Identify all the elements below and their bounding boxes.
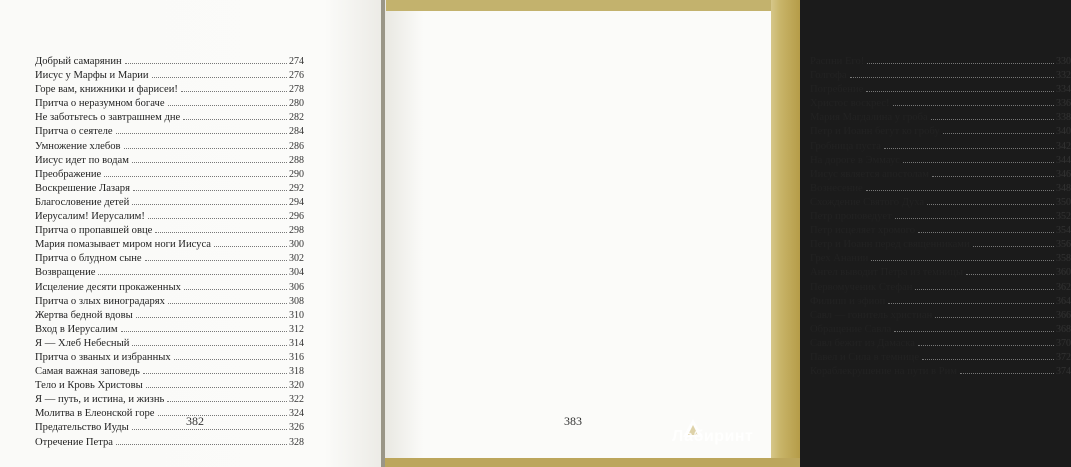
toc-entry-title: Преображение (35, 168, 102, 180)
toc-entry (810, 351, 1071, 365)
toc-entry-title: Ангел выводит Петра из темницы (810, 267, 963, 279)
dot-leader (866, 190, 1054, 191)
toc-entry-title: Молитва в Елеонской горе (35, 408, 155, 420)
toc-entry (810, 55, 1071, 69)
toc-entry-title: Схождение Святого Духа (810, 196, 925, 208)
toc-entry-page: 280 (289, 98, 304, 110)
toc-entry-page: 362 (1056, 281, 1071, 293)
toc-entry (35, 224, 304, 238)
toc-entry (35, 295, 304, 309)
toc-entry (35, 140, 304, 154)
toc-entry-page: 306 (289, 281, 304, 293)
toc-entry-title: Петр и Иоанн бегут ко гробу (810, 126, 940, 138)
toc-entry (35, 196, 304, 210)
toc-entry (35, 97, 304, 111)
toc-entry-title: Павел и Сила в темнице (810, 351, 920, 363)
toc-entry (35, 55, 304, 69)
toc-list-left (35, 55, 304, 450)
toc-entry-page: 348 (1056, 182, 1071, 194)
toc-entry-title: Иерусалим! Иерусалим! (35, 211, 145, 223)
dot-leader (168, 303, 287, 304)
dot-leader (922, 359, 1054, 360)
dot-leader (183, 119, 287, 120)
dot-leader (125, 63, 287, 64)
toc-entry-page: 332 (1056, 70, 1071, 82)
dot-leader (918, 232, 1054, 233)
toc-entry-page: 328 (289, 436, 304, 448)
toc-entry (35, 407, 304, 421)
toc-entry-page: 312 (289, 323, 304, 335)
toc-entry-title: Я — Хлеб Небесный (35, 337, 130, 349)
toc-entry-title: Жертва бедной вдовы (35, 309, 133, 321)
toc-entry (810, 309, 1071, 323)
dot-leader (116, 133, 287, 134)
toc-entry (35, 323, 304, 337)
toc-entry-title: Вход в Иерусалим (35, 323, 118, 335)
toc-entry (810, 224, 1071, 238)
watermark-text: Лабиринт (672, 428, 754, 445)
toc-entry-page: 308 (289, 295, 304, 307)
dot-leader (168, 105, 287, 106)
toc-entry-page: 298 (289, 225, 304, 237)
toc-entry-page: 292 (289, 182, 304, 194)
toc-entry (810, 154, 1071, 168)
toc-entry-page: 370 (1056, 337, 1071, 349)
toc-entry-title: Первомученик Стефан (810, 281, 913, 293)
toc-entry-title: Кораблекрушение на пути в Рим (810, 366, 957, 378)
right-page (385, 0, 1071, 467)
toc-entry (810, 266, 1071, 280)
dot-leader (132, 204, 287, 205)
dot-leader (932, 176, 1054, 177)
toc-entry (810, 83, 1071, 97)
toc-entry (35, 281, 304, 295)
toc-entry-title: Не заботьтесь о завтрашнем дне (35, 112, 181, 124)
toc-entry (35, 111, 304, 125)
dot-leader (884, 148, 1054, 149)
toc-entry-page: 352 (1056, 211, 1071, 223)
toc-list-right (810, 55, 1071, 379)
toc-entry-page: 284 (289, 126, 304, 138)
book-cover-edge (771, 0, 800, 467)
toc-entry-page: 364 (1056, 295, 1071, 307)
toc-entry (810, 210, 1071, 224)
toc-entry (810, 337, 1071, 351)
toc-entry-page: 374 (1056, 366, 1071, 378)
toc-entry-title: Воскрешение Лазаря (35, 182, 130, 194)
dot-leader (167, 401, 287, 402)
dot-leader (174, 359, 287, 360)
toc-entry-title: Иисус идет по водам (35, 154, 129, 166)
toc-entry-page: 334 (1056, 84, 1071, 96)
toc-entry (810, 168, 1071, 182)
dot-leader (132, 162, 287, 163)
toc-entry-title: Притча о злых виноградарях (35, 295, 165, 307)
toc-entry-title: Притча о блудном сыне (35, 253, 142, 265)
toc-entry-title: Я — путь, и истина, и жизнь (35, 394, 165, 406)
toc-entry-page: 278 (289, 84, 304, 96)
toc-entry (810, 281, 1071, 295)
toc-entry (35, 252, 304, 266)
toc-entry (35, 421, 304, 435)
toc-entry-page: 338 (1056, 112, 1071, 124)
toc-entry-page: 354 (1056, 225, 1071, 237)
toc-entry-page: 342 (1056, 140, 1071, 152)
toc-entry-title: Петр и Иоанн перед священниками (810, 239, 970, 251)
toc-entry-title: Христос воскрес! (810, 98, 890, 110)
toc-entry (35, 238, 304, 252)
toc-entry-title: Савл — гонитель христиан (810, 309, 933, 321)
toc-entry-page: 288 (289, 154, 304, 166)
toc-entry-title: Голгофа (810, 70, 847, 82)
toc-entry (35, 379, 304, 393)
toc-entry-page: 294 (289, 196, 304, 208)
dot-leader (915, 289, 1054, 290)
dot-leader (214, 246, 287, 247)
toc-entry-title: Тело и Кровь Христовы (35, 380, 143, 392)
toc-entry-title: Петр проповедует (810, 211, 892, 223)
toc-entry-title: Филипп и эфиоп (810, 295, 886, 307)
dot-leader (184, 289, 287, 290)
toc-entry-title: Исцеление десяти прокаженных (35, 281, 181, 293)
toc-entry-title: Гробница пуста (810, 140, 881, 152)
toc-entry (35, 337, 304, 351)
toc-entry (35, 351, 304, 365)
page-number-right: 383 (564, 414, 582, 428)
toc-entry (810, 97, 1071, 111)
toc-entry-title: Притча о пропавшей овце (35, 225, 153, 237)
toc-entry (35, 69, 304, 83)
toc-entry (810, 365, 1071, 379)
dot-leader (966, 274, 1054, 275)
toc-entry-title: Иисус является апостолам (810, 168, 929, 180)
dot-leader (871, 260, 1054, 261)
toc-entry (35, 436, 304, 450)
toc-entry-page: 282 (289, 112, 304, 124)
toc-entry-page: 322 (289, 394, 304, 406)
toc-entry-title: Возвращение (35, 267, 96, 279)
toc-entry (810, 125, 1071, 139)
toc-entry-page: 326 (289, 422, 304, 434)
toc-entry-page: 286 (289, 140, 304, 152)
dot-leader (867, 63, 1054, 64)
toc-entry-title: Умножение хлебов (35, 140, 121, 152)
toc-entry-page: 302 (289, 253, 304, 265)
dot-leader (973, 246, 1054, 247)
toc-entry-title: Мария Магдалина у гроба (810, 112, 928, 124)
dot-leader (158, 415, 288, 416)
left-page (0, 0, 382, 467)
toc-entry-page: 318 (289, 366, 304, 378)
toc-entry (810, 196, 1071, 210)
dot-leader (121, 331, 287, 332)
toc-entry-page: 314 (289, 337, 304, 349)
toc-entry-page: 344 (1056, 154, 1071, 166)
toc-entry (35, 393, 304, 407)
toc-entry-page: 320 (289, 380, 304, 392)
toc-entry (35, 154, 304, 168)
toc-entry-title: Обращение Савла (810, 323, 892, 335)
dot-leader (935, 317, 1054, 318)
toc-entry-title: Предательство Иуды (35, 422, 129, 434)
toc-entry-page: 340 (1056, 126, 1071, 138)
toc-entry-page: 274 (289, 56, 304, 67)
toc-entry-page: 296 (289, 211, 304, 223)
toc-entry-page: 346 (1056, 168, 1071, 180)
toc-entry-title: Вознесение (810, 182, 863, 194)
toc-entry-page: 356 (1056, 239, 1071, 251)
toc-entry (35, 182, 304, 196)
dot-leader (146, 387, 287, 388)
dot-leader (888, 303, 1054, 304)
dot-leader (104, 176, 287, 177)
dot-leader (155, 232, 287, 233)
dot-leader (894, 331, 1054, 332)
toc-entry-title: Грех Анании (810, 253, 869, 265)
dot-leader (116, 444, 287, 445)
toc-entry (35, 168, 304, 182)
toc-entry-page: 372 (1056, 351, 1071, 363)
toc-entry-title: Погребение (810, 84, 864, 96)
toc-entry-title: Распни Его! (810, 56, 865, 67)
toc-entry-page: 304 (289, 267, 304, 279)
toc-entry-page: 366 (1056, 309, 1071, 321)
toc-entry (35, 365, 304, 379)
toc-entry-title: Благословение детей (35, 196, 130, 208)
dot-leader (132, 345, 287, 346)
dot-leader (136, 317, 287, 318)
toc-entry-page: 276 (289, 70, 304, 82)
toc-entry (810, 111, 1071, 125)
toc-entry-title: Притча о званых и избранных (35, 351, 171, 363)
toc-entry-page: 316 (289, 351, 304, 363)
dot-leader (850, 77, 1054, 78)
dot-leader (148, 218, 287, 219)
toc-entry-page: 310 (289, 309, 304, 321)
toc-entry (810, 69, 1071, 83)
toc-entry (35, 125, 304, 139)
toc-entry-page: 368 (1056, 323, 1071, 335)
toc-entry-title: Притча о сеятеле (35, 126, 113, 138)
toc-entry-title: Петр исцеляет хромого (810, 225, 916, 237)
toc-entry-title: Добрый самарянин (35, 56, 122, 67)
toc-entry-title: Самая важная заповедь (35, 366, 140, 378)
toc-entry (35, 309, 304, 323)
toc-entry (35, 210, 304, 224)
dot-leader (181, 91, 287, 92)
toc-entry-page: 358 (1056, 253, 1071, 265)
toc-entry-page: 330 (1056, 56, 1071, 67)
toc-entry-page: 360 (1056, 267, 1071, 279)
dot-leader (152, 77, 287, 78)
dot-leader (98, 274, 287, 275)
toc-entry (810, 323, 1071, 337)
toc-entry-page: 336 (1056, 98, 1071, 110)
dot-leader (133, 190, 287, 191)
toc-entry-page: 290 (289, 168, 304, 180)
dot-leader (960, 373, 1054, 374)
dot-leader (145, 260, 287, 261)
toc-entry-title: Мария помазывает миром ноги Иисуса (35, 239, 212, 251)
toc-entry (35, 83, 304, 97)
dot-leader (903, 162, 1054, 163)
page-number-left: 382 (186, 414, 204, 428)
toc-entry-page: 300 (289, 239, 304, 251)
dot-leader (124, 148, 287, 149)
toc-entry-title: Притча о неразумном богаче (35, 98, 165, 110)
toc-entry-title: На дороге в Эммаус (810, 154, 900, 166)
toc-entry-page: 350 (1056, 196, 1071, 208)
dot-leader (927, 204, 1054, 205)
dot-leader (918, 345, 1054, 346)
toc-entry-page: 324 (289, 408, 304, 420)
book-cover-bottom (385, 458, 800, 467)
dot-leader (895, 218, 1054, 219)
toc-entry (810, 182, 1071, 196)
dot-leader (866, 91, 1054, 92)
dot-leader (893, 105, 1054, 106)
toc-entry (810, 238, 1071, 252)
dot-leader (143, 373, 287, 374)
toc-entry-title: Горе вам, книжники и фарисеи! (35, 84, 178, 96)
dot-leader (943, 133, 1054, 134)
dot-leader (931, 119, 1054, 120)
toc-entry (810, 252, 1071, 266)
toc-entry (810, 295, 1071, 309)
toc-entry-title: Савл бежит из Дамаска (810, 337, 915, 349)
book-cover-top (386, 0, 796, 11)
toc-entry (810, 140, 1071, 154)
toc-entry (35, 266, 304, 280)
toc-entry-title: Иисус у Марфы и Марии (35, 70, 149, 82)
toc-entry-title: Отречение Петра (35, 436, 113, 448)
dot-leader (132, 429, 287, 430)
